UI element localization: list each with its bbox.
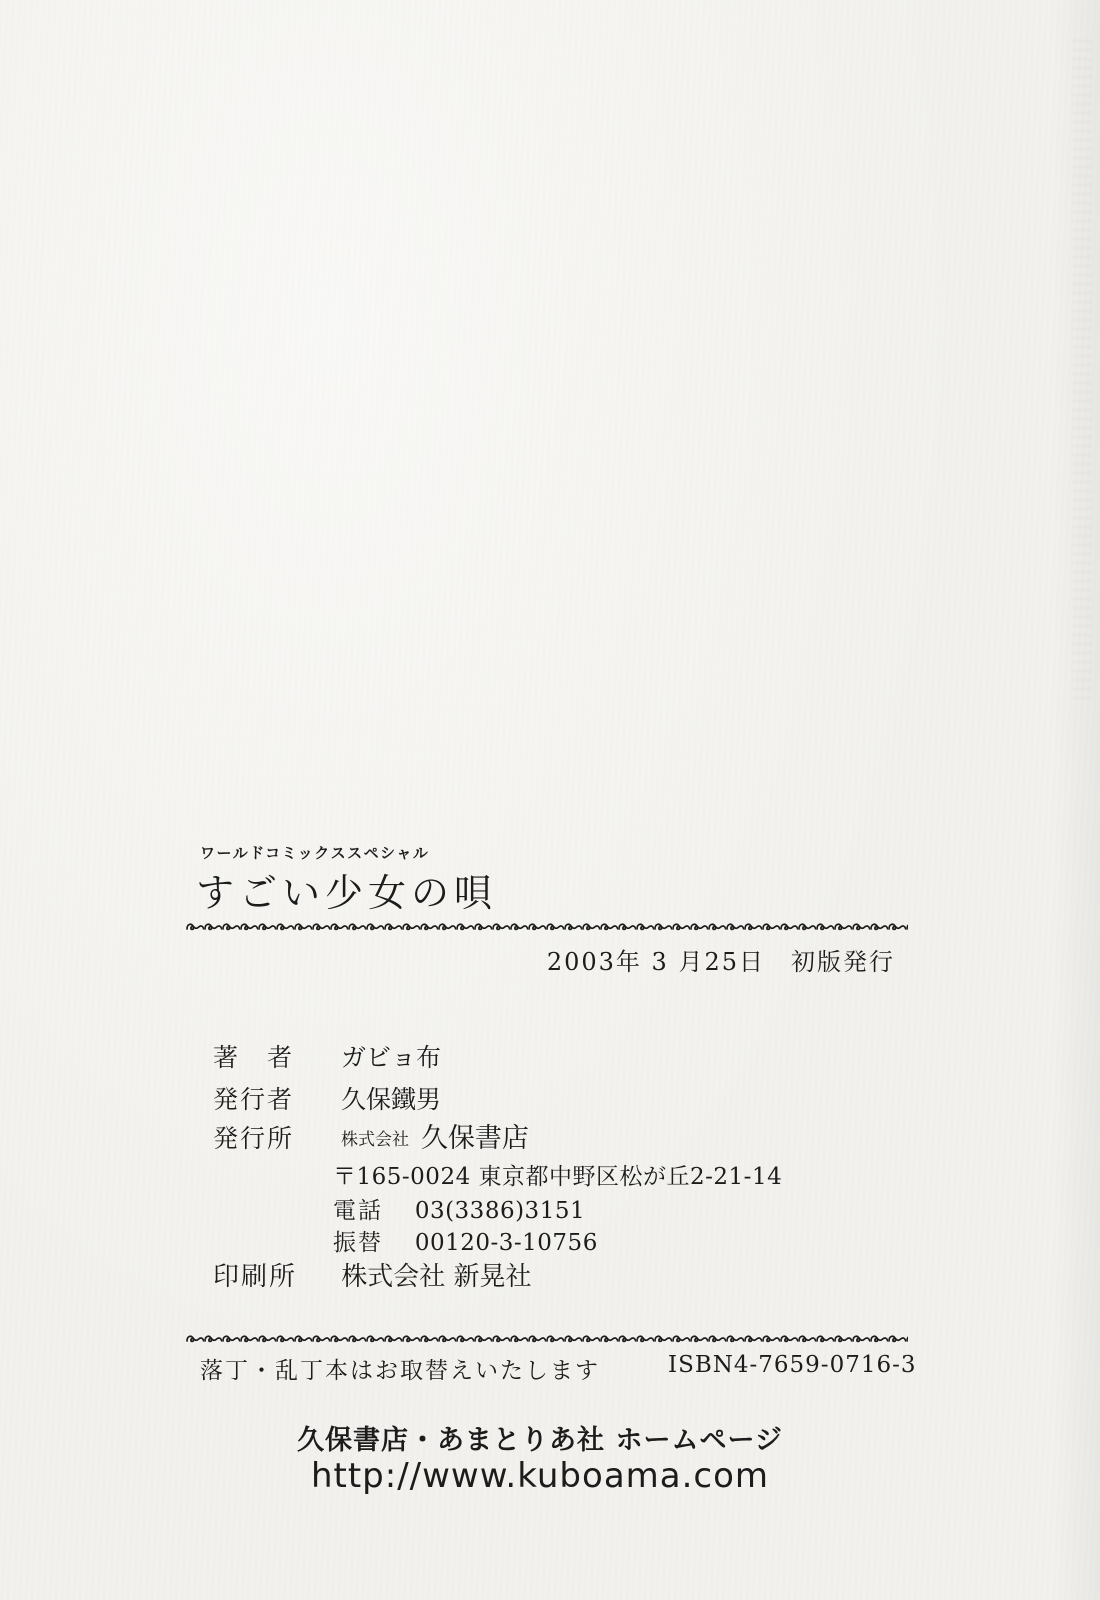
printer-row <box>213 1256 532 1293</box>
postal-transfer-label: 振替 <box>333 1230 383 1256</box>
decorative-scroll-rule-top <box>186 920 908 934</box>
author-row <box>213 1038 441 1074</box>
book-title: すごい少女の唄 <box>196 871 498 915</box>
postal-transfer-row <box>333 1224 598 1257</box>
replacement-notice: 落丁・乱丁本はお取替えいたします <box>200 1358 600 1384</box>
phone-row <box>333 1192 585 1225</box>
decorative-scroll-rule-bottom <box>186 1332 908 1346</box>
publishing-house-name: 久保書店 <box>420 1123 529 1154</box>
isbn-number: ISBN4-7659-0716-3 <box>668 1352 917 1378</box>
publisher-label: 発行者 <box>213 1085 295 1114</box>
publisher-address: 〒165-0024 東京都中野区松が丘2-21-14 <box>333 1164 783 1190</box>
publisher-name: 久保鐵男 <box>340 1085 441 1114</box>
publishing-house-label: 発行所 <box>213 1124 295 1153</box>
edition-date-line: 2003年 3 月25日 初版発行 <box>546 948 895 976</box>
phone-label: 電話 <box>333 1198 383 1224</box>
printer-label: 印刷所 <box>213 1262 298 1292</box>
publishing-house-row <box>213 1116 529 1155</box>
author-name: ガビョ布 <box>340 1043 441 1072</box>
postal-transfer-number: 00120-3-10756 <box>414 1230 598 1256</box>
phone-number: 03(3386)3151 <box>414 1198 586 1224</box>
series-label: ワールドコミックススペシャル <box>200 844 430 862</box>
publisher-row <box>213 1080 441 1116</box>
scan-artifact <box>1072 40 1092 700</box>
publishing-house-corporate-prefix: 株式会社 <box>340 1130 409 1150</box>
homepage-caption: 久保書店・あまとりあ社 ホームページ <box>297 1425 783 1456</box>
printer-name: 株式会社 新晃社 <box>341 1262 532 1292</box>
homepage-url: http://www.kuboama.com <box>310 1456 770 1496</box>
author-label: 著 者 <box>213 1043 295 1072</box>
